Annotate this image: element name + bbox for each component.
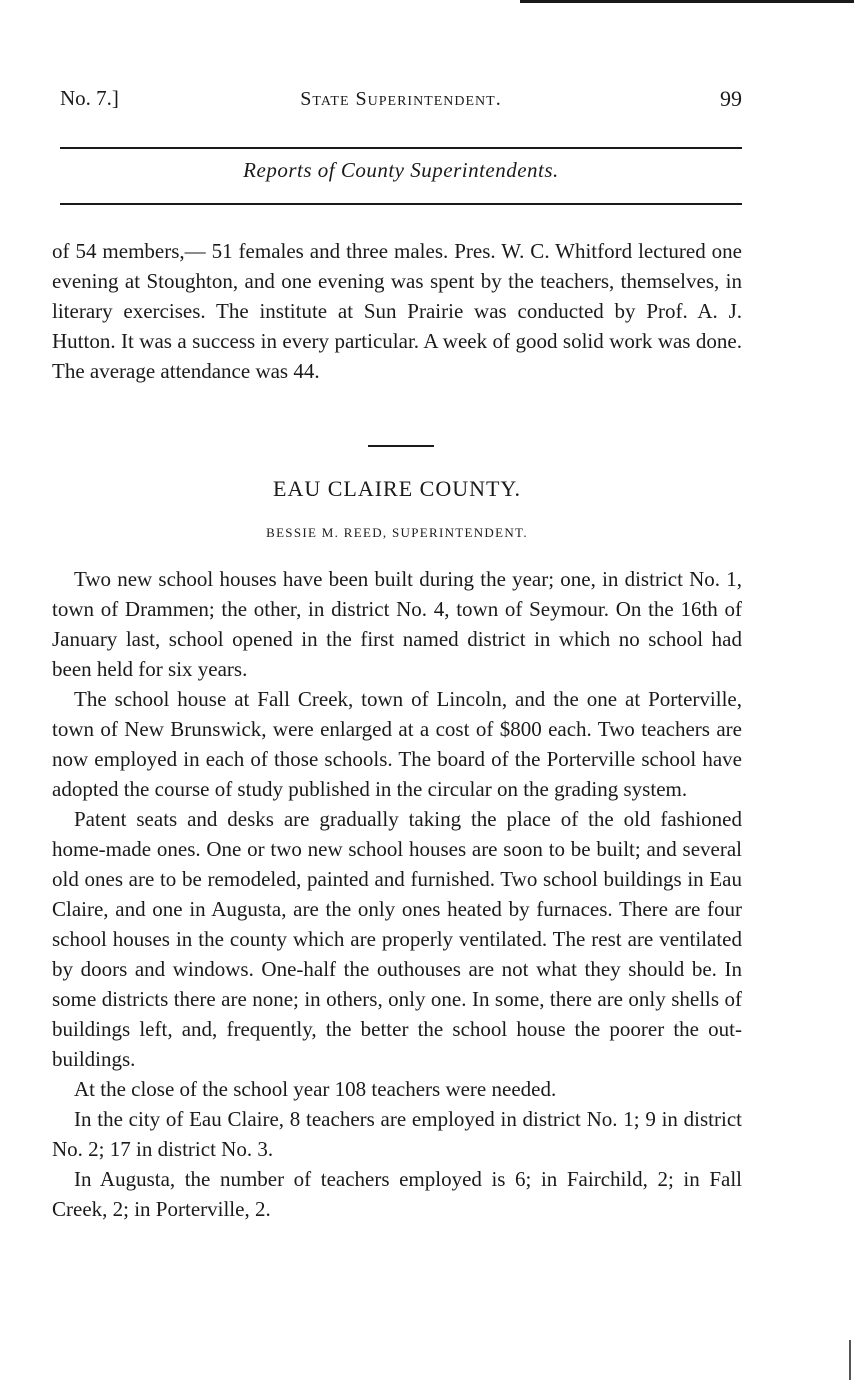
- superintendent-name: BESSIE M. REED, SUPERINTENDENT.: [266, 525, 528, 540]
- section-title: EAU CLAIRE COUNTY.: [273, 476, 521, 501]
- header-rule-bottom: [60, 203, 742, 205]
- top-edge-rule: [520, 0, 854, 3]
- paragraph: Two new school houses have been built during the year; one, in district No. 1, town of Drammen; the other, in district No. 4, town of Seymour. On the 16th of January last, school opened in the first named district in which no school had been held for six years.: [52, 567, 742, 681]
- page-header: [60, 86, 742, 116]
- page-edge-mark: [849, 1340, 851, 1380]
- running-title: State Superintendent.: [300, 88, 502, 110]
- paragraph: In Augusta, the number of teachers employed is 6; in Fairchild, 2; in Fall Creek, 2; in Porterville, 2.: [52, 1167, 742, 1221]
- section-body: [52, 564, 742, 1224]
- paragraph: At the close of the school year 108 teachers were needed.: [74, 1077, 557, 1101]
- paragraph: In the city of Eau Claire, 8 teachers are employed in district No. 1; 9 in district No. 2; 17 in district No. 3.: [52, 1107, 742, 1161]
- header-rule-top: [60, 147, 742, 149]
- paragraph: The school house at Fall Creek, town of Lincoln, and the one at Porterville, town of New Brunswick, were enlarged at a cost of $800 each. Two teachers are now employed in each of those schools. The board of the Porterville school have adopted the course of study published in the circular on the grading system.: [52, 687, 742, 801]
- continued-paragraph: of 54 members,— 51 females and three males. Pres. W. C. Whitford lectured one evening at Stoughton, and one evening was spent by the teachers, themselves, in literary exercises. The institute at Sun Prairie was conducted by Prof. A. J. Hutton. It was a success in every particular. A week of good solid work was done. The average attendance was 44.: [52, 239, 742, 383]
- section-divider: [368, 445, 434, 447]
- page-number: 99: [720, 86, 742, 111]
- document-number: No. 7.]: [60, 86, 119, 110]
- paragraph: Patent seats and desks are gradually taking the place of the old fashioned home-made ones. One or two new school houses are soon to be built; and several old ones are to be remodeled, painted and furnished. Two school buildings in Eau Claire, and one in Augusta, are the only ones heated by furnaces. There are four school houses in the county which are properly ventilated. The rest are ventilated by doors and windows. One-half the outhouses are not what they should be. In some districts there are none; in others, only one. In some, there are only shells of buildings left, and, frequently, the better the school house the poorer the out-buildings.: [52, 807, 742, 1071]
- section-running-subtitle: Reports of County Superintendents.: [243, 158, 559, 182]
